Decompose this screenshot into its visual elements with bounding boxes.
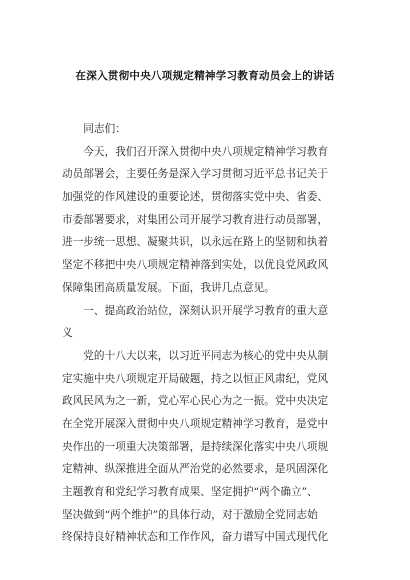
paragraph-line: 今天，我们召开深入贯彻中央八项规定精神学习教育 xyxy=(62,145,329,158)
paragraph-line: 央作出的一项重大决策部署，是持续深化落实中央八项规 xyxy=(62,440,329,453)
section-heading-line: 一、提高政治站位，深刻认识开展学习教育的重大意 xyxy=(62,304,329,317)
paragraph-line: 在全党开展深入贯彻中央八项规定精神学习教育，是党中 xyxy=(62,417,329,430)
paragraph-line: 主题教育和党纪学习教育成果、坚定拥护“两个确立”、 xyxy=(62,486,318,498)
paragraph-line: 动员部署会，主要任务是深入学习贯彻习近平总书记关于 xyxy=(62,168,329,181)
paragraph-line: 定实施中央八项规定开局破题，持之以恒正风肃纪，党风 xyxy=(62,372,329,385)
paragraph-line: 坚决做到“两个维护”的具体行动，对于激励全党同志始 xyxy=(62,508,318,521)
section-heading-line: 义 xyxy=(62,327,73,340)
greeting-line: 同志们： xyxy=(62,123,126,135)
paragraph-line: 进一步统一思想、凝聚共识，以永远在路上的坚韧和执着 xyxy=(62,236,329,249)
paragraph-line: 保障集团高质量发展。下面，我讲几点意见。 xyxy=(62,281,275,294)
paragraph-line: 市委部署要求，对集团公司开展学习教育进行动员部署， xyxy=(62,213,329,226)
paragraph-line: 政风民风为之一新，党心军心民心为之一振。党中央决定 xyxy=(62,395,329,408)
paragraph-line: 坚定不移把中央八项规定精神落到实处，以优良党风政风 xyxy=(62,259,329,272)
paragraph-line: 定精神、纵深推进全面从严治党的必然要求，是巩固深化 xyxy=(62,463,329,476)
paragraph-line: 党的十八大以来，以习近平同志为核心的党中央从制 xyxy=(62,349,329,362)
document-title: 在深入贯彻中央八项规定精神学习教育动员会上的讲话 xyxy=(75,70,335,82)
paragraph-line: 终保持良好精神状态和工作作风，奋力谱写中国式现代化 xyxy=(62,531,329,544)
paragraph-line: 加强党的作风建设的重要论述，贯彻落实党中央、省委、 xyxy=(62,191,329,204)
document-body xyxy=(62,118,346,549)
